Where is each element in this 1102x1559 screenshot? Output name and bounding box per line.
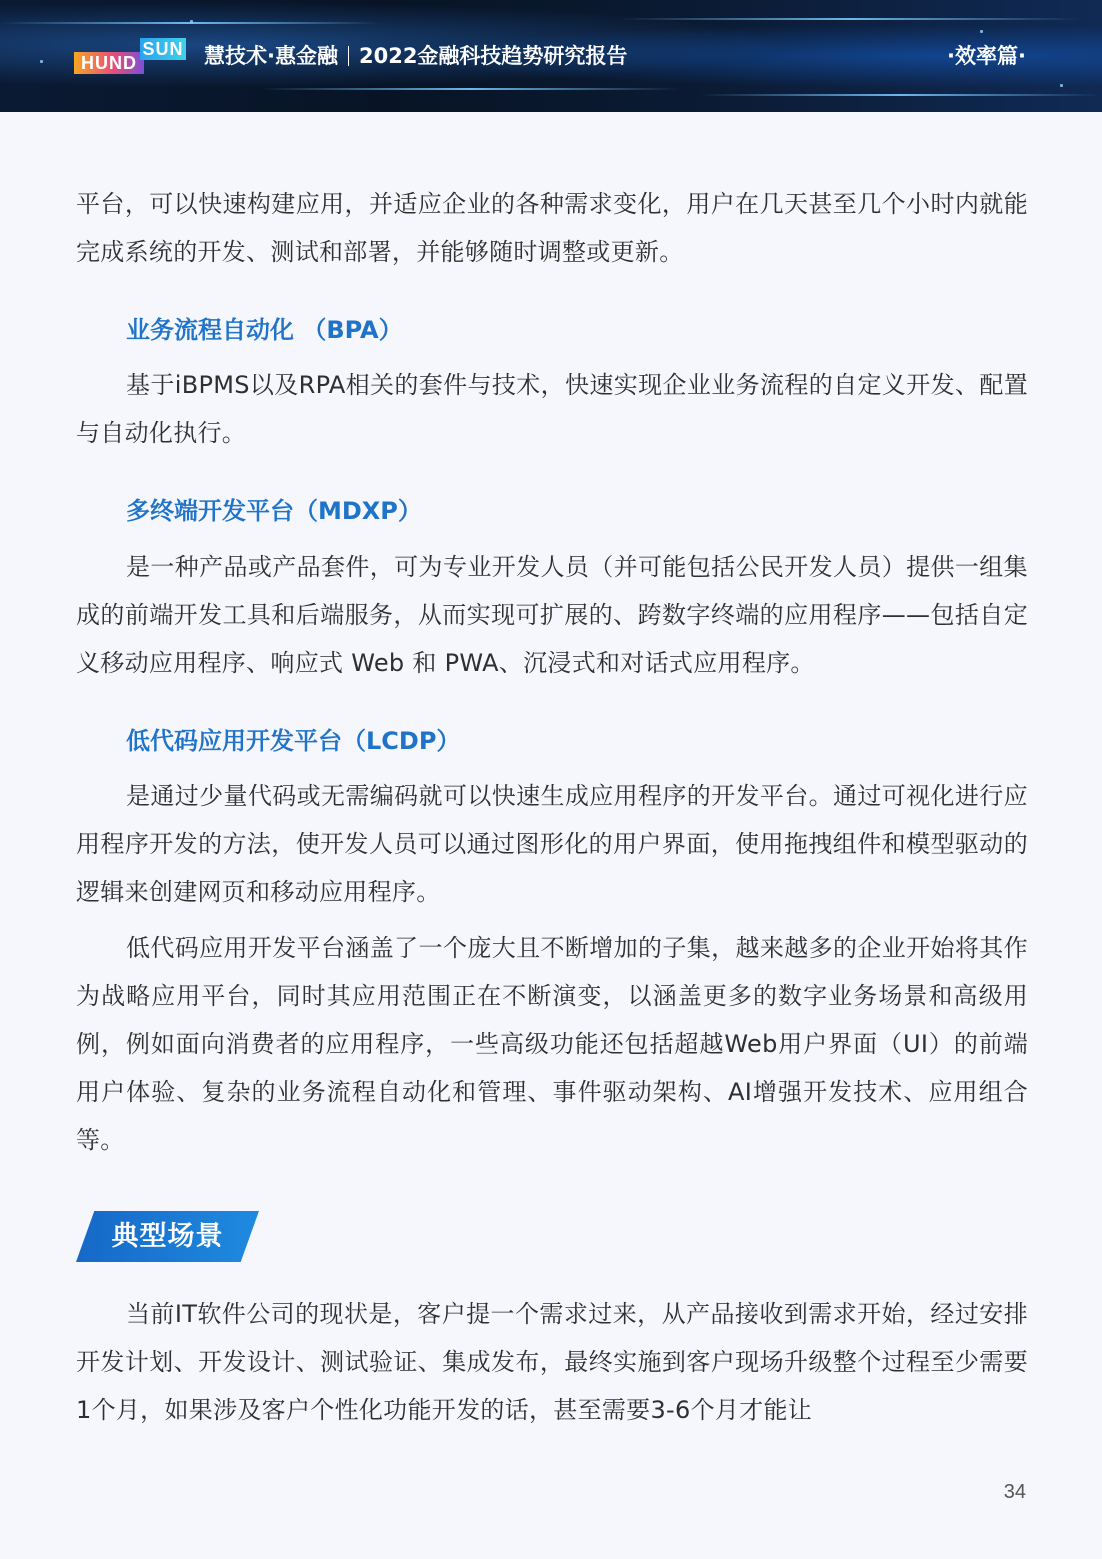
brand-slogan: 慧技术·惠金融 bbox=[204, 44, 338, 68]
heading-mdxp: 多终端开发平台（MDXP） bbox=[126, 497, 422, 525]
lcdp-paragraph-1: 是通过少量代码或无需编码就可以快速生成应用程序的开发平台。通过可视化进行应用程序开发的方法，使开发人员可以通过图形化的用户界面，使用拖拽组件和模型驱动的逻辑来创建网页和移动应用程序。 bbox=[76, 782, 1028, 906]
header-light-streak bbox=[620, 18, 1080, 20]
report-title bbox=[204, 41, 627, 71]
mdxp-paragraph: 是一种产品或产品套件，可为专业开发人员（并可能包括公民开发人员）提供一组集成的前端开发工具和后端服务，从而实现可扩展的、跨数字终端的应用程序——包括自定义移动应用程序、响应式 Web 和 PWA、沉浸式和对话式应用程序。 bbox=[76, 553, 1028, 677]
logo-text-sun: SUN bbox=[140, 38, 186, 60]
header-sparkle bbox=[1060, 84, 1063, 87]
header-light-streak bbox=[700, 94, 1100, 96]
heading-bpa: 业务流程自动化 （BPA） bbox=[126, 316, 403, 344]
header-sparkle bbox=[190, 20, 193, 23]
scenario-paragraph: 当前IT软件公司的现状是，客户提一个需求过来，从产品接收到需求开始，经过安排开发计划、开发设计、测试验证、集成发布，最终实施到客户现场升级整个过程至少需要1个月，如果涉及客户个性化功能开发的话，甚至需要3-6个月才能让 bbox=[76, 1300, 1028, 1424]
page-number: 34 bbox=[1003, 1481, 1026, 1503]
lcdp-paragraph-2: 低代码应用开发平台涵盖了一个庞大且不断增加的子集，越来越多的企业开始将其作为战略应用平台，同时其应用范围正在不断演变，以涵盖更多的数字业务场景和高级用例，例如面向消费者的应用程序，一些高级功能还包括超越Web用户界面（UI）的前端用户体验、复杂的业务流程自动化和管理、事件驱动架构、AI增强开发技术、应用组合等。 bbox=[76, 934, 1028, 1154]
bpa-paragraph: 基于iBPMS以及RPA相关的套件与技术，快速实现企业业务流程的自定义开发、配置与自动化执行。 bbox=[76, 371, 1028, 447]
section-heading-label: 典型场景 bbox=[111, 1221, 224, 1252]
header-light-streak bbox=[260, 88, 680, 90]
section-heading-typical-scenarios bbox=[76, 1211, 259, 1262]
header-sparkle bbox=[980, 30, 983, 33]
report-name: 2022金融科技趋势研究报告 bbox=[358, 44, 628, 68]
header-sparkle bbox=[40, 60, 43, 63]
title-divider bbox=[348, 46, 349, 66]
logo-text-hund: HUND bbox=[74, 52, 144, 74]
section-label: ·效率篇· bbox=[947, 44, 1026, 68]
heading-lcdp: 低代码应用开发平台（LCDP） bbox=[126, 727, 461, 755]
intro-paragraph: 平台，可以快速构建应用，并适应企业的各种需求变化，用户在几天甚至几个小时内就能完成系统的开发、测试和部署，并能够随时调整或更新。 bbox=[76, 190, 1028, 266]
hundsun-logo bbox=[74, 38, 186, 76]
page-header bbox=[0, 0, 1102, 112]
